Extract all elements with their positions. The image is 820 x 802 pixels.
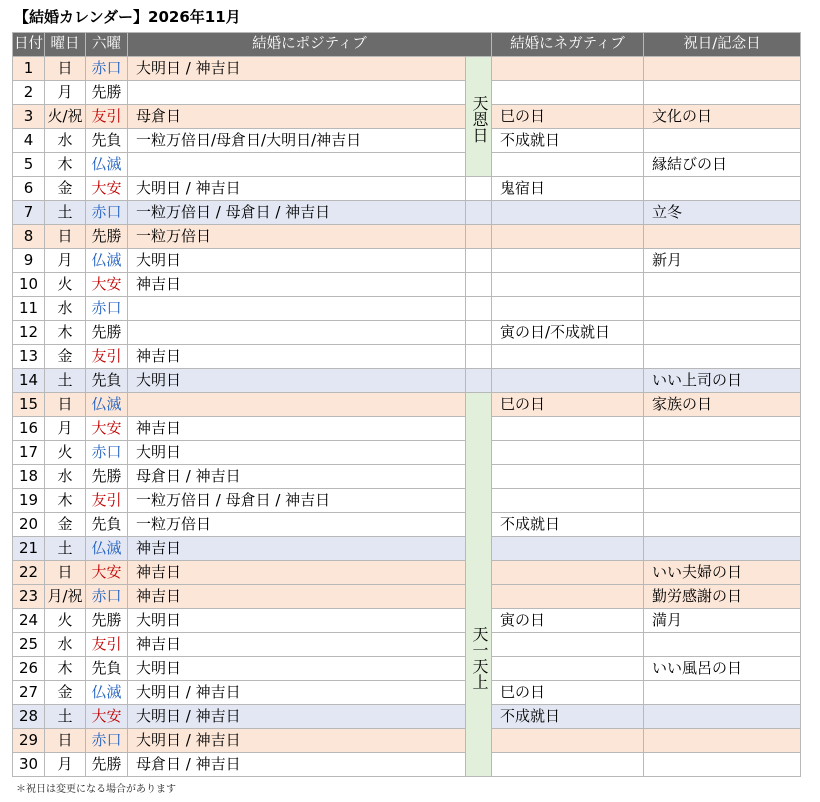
negative-cell: [492, 201, 644, 225]
holiday-cell: [644, 273, 801, 297]
table-row: [13, 681, 801, 705]
rokuyo-cell: 赤口: [86, 57, 128, 81]
date-cell: 22: [13, 561, 45, 585]
positive-cell: 大明日 / 神吉日: [128, 681, 466, 705]
holiday-cell: [644, 129, 801, 153]
rokuyo-cell: 先勝: [86, 321, 128, 345]
positive-cell: 大明日: [128, 369, 466, 393]
rokuyo-cell: 仏滅: [86, 249, 128, 273]
span-empty-cell: [466, 369, 492, 393]
table-row: [13, 657, 801, 681]
positive-cell: 神吉日: [128, 417, 466, 441]
span-empty-cell: [466, 177, 492, 201]
weekday-cell: 木: [45, 321, 86, 345]
span-empty-cell: [466, 201, 492, 225]
table-row: [13, 753, 801, 777]
rokuyo-cell: 仏滅: [86, 393, 128, 417]
holiday-cell: [644, 633, 801, 657]
negative-cell: 巳の日: [492, 393, 644, 417]
negative-cell: [492, 465, 644, 489]
header-row: [13, 33, 801, 57]
positive-cell: 神吉日: [128, 633, 466, 657]
holiday-cell: [644, 417, 801, 441]
holiday-cell: [644, 753, 801, 777]
rokuyo-cell: 先負: [86, 657, 128, 681]
date-cell: 24: [13, 609, 45, 633]
span-empty-cell: [466, 321, 492, 345]
date-cell: 5: [13, 153, 45, 177]
rokuyo-cell: 大安: [86, 705, 128, 729]
span-empty-cell: [466, 297, 492, 321]
holiday-cell: [644, 537, 801, 561]
weekday-cell: 火: [45, 441, 86, 465]
weekday-cell: 金: [45, 681, 86, 705]
date-cell: 12: [13, 321, 45, 345]
negative-cell: 巳の日: [492, 105, 644, 129]
rokuyo-cell: 先勝: [86, 753, 128, 777]
negative-cell: [492, 441, 644, 465]
negative-cell: [492, 729, 644, 753]
table-row: [13, 633, 801, 657]
negative-cell: [492, 753, 644, 777]
holiday-cell: [644, 345, 801, 369]
table-row: [13, 321, 801, 345]
date-cell: 18: [13, 465, 45, 489]
header-positive: 結婚にポジティブ: [128, 33, 492, 57]
span-empty-cell: [466, 225, 492, 249]
holiday-cell: [644, 225, 801, 249]
table-row: [13, 705, 801, 729]
weekday-cell: 水: [45, 129, 86, 153]
holiday-cell: [644, 489, 801, 513]
positive-cell: [128, 81, 466, 105]
negative-cell: [492, 537, 644, 561]
weekday-cell: 水: [45, 297, 86, 321]
table-row: [13, 561, 801, 585]
rokuyo-cell: 大安: [86, 417, 128, 441]
date-cell: 17: [13, 441, 45, 465]
rokuyo-cell: 友引: [86, 105, 128, 129]
positive-cell: 神吉日: [128, 345, 466, 369]
date-cell: 29: [13, 729, 45, 753]
weekday-cell: 土: [45, 201, 86, 225]
date-cell: 20: [13, 513, 45, 537]
negative-cell: [492, 417, 644, 441]
negative-cell: 巳の日: [492, 681, 644, 705]
negative-cell: [492, 153, 644, 177]
positive-cell: 大明日 / 神吉日: [128, 57, 466, 81]
date-cell: 30: [13, 753, 45, 777]
rokuyo-cell: 赤口: [86, 441, 128, 465]
table-row: [13, 585, 801, 609]
date-cell: 21: [13, 537, 45, 561]
positive-cell: 一粒万倍日: [128, 225, 466, 249]
positive-cell: 一粒万倍日: [128, 513, 466, 537]
rokuyo-cell: 先勝: [86, 609, 128, 633]
header-holiday: 祝日/記念日: [644, 33, 801, 57]
rokuyo-cell: 仏滅: [86, 537, 128, 561]
date-cell: 16: [13, 417, 45, 441]
date-cell: 23: [13, 585, 45, 609]
table-row: [13, 417, 801, 441]
positive-cell: 大明日: [128, 249, 466, 273]
date-cell: 9: [13, 249, 45, 273]
table-row: [13, 729, 801, 753]
positive-cell: 大明日 / 神吉日: [128, 729, 466, 753]
weekday-cell: 火: [45, 273, 86, 297]
negative-cell: 鬼宿日: [492, 177, 644, 201]
date-cell: 27: [13, 681, 45, 705]
weekday-cell: 月: [45, 417, 86, 441]
header-date: 日付: [13, 33, 45, 57]
weekday-cell: 日: [45, 561, 86, 585]
positive-cell: 大明日: [128, 441, 466, 465]
positive-cell: 大明日: [128, 657, 466, 681]
holiday-cell: 新月: [644, 249, 801, 273]
weekday-cell: 日: [45, 729, 86, 753]
negative-cell: [492, 369, 644, 393]
positive-cell: 母倉日: [128, 105, 466, 129]
rokuyo-cell: 先負: [86, 129, 128, 153]
date-cell: 13: [13, 345, 45, 369]
holiday-cell: [644, 729, 801, 753]
holiday-cell: 文化の日: [644, 105, 801, 129]
span-empty-cell: [466, 249, 492, 273]
weekday-cell: 月: [45, 753, 86, 777]
holiday-cell: いい風呂の日: [644, 657, 801, 681]
holiday-cell: [644, 321, 801, 345]
table-row: [13, 81, 801, 105]
weekday-cell: 木: [45, 153, 86, 177]
table-row: [13, 609, 801, 633]
rokuyo-cell: 赤口: [86, 729, 128, 753]
positive-cell: 大明日: [128, 609, 466, 633]
positive-cell: [128, 321, 466, 345]
date-cell: 26: [13, 657, 45, 681]
holiday-cell: 満月: [644, 609, 801, 633]
weekday-cell: 月: [45, 249, 86, 273]
negative-cell: [492, 273, 644, 297]
table-row: [13, 177, 801, 201]
negative-cell: [492, 345, 644, 369]
holiday-cell: [644, 297, 801, 321]
table-row: [13, 273, 801, 297]
holiday-cell: 縁結びの日: [644, 153, 801, 177]
positive-cell: [128, 393, 466, 417]
rokuyo-cell: 先勝: [86, 225, 128, 249]
table-row: [13, 465, 801, 489]
negative-cell: 不成就日: [492, 513, 644, 537]
date-cell: 14: [13, 369, 45, 393]
negative-cell: [492, 585, 644, 609]
date-cell: 10: [13, 273, 45, 297]
table-row: [13, 129, 801, 153]
holiday-cell: いい夫婦の日: [644, 561, 801, 585]
date-cell: 1: [13, 57, 45, 81]
table-row: [13, 201, 801, 225]
rokuyo-cell: 大安: [86, 561, 128, 585]
positive-cell: 母倉日 / 神吉日: [128, 465, 466, 489]
weekday-cell: 火/祝: [45, 105, 86, 129]
weekday-cell: 金: [45, 345, 86, 369]
rokuyo-cell: 先勝: [86, 465, 128, 489]
table-row: [13, 489, 801, 513]
weekday-cell: 木: [45, 657, 86, 681]
table-row: [13, 441, 801, 465]
table-row: [13, 297, 801, 321]
date-cell: 6: [13, 177, 45, 201]
rokuyo-cell: 大安: [86, 177, 128, 201]
table-row: [13, 105, 801, 129]
weekday-cell: 日: [45, 393, 86, 417]
rokuyo-cell: 赤口: [86, 297, 128, 321]
negative-cell: 不成就日: [492, 129, 644, 153]
weekday-cell: 月/祝: [45, 585, 86, 609]
weekday-cell: 火: [45, 609, 86, 633]
positive-cell: 神吉日: [128, 561, 466, 585]
holiday-cell: [644, 705, 801, 729]
weekday-cell: 日: [45, 57, 86, 81]
positive-cell: 母倉日 / 神吉日: [128, 753, 466, 777]
weekday-cell: 水: [45, 633, 86, 657]
weekday-cell: 月: [45, 81, 86, 105]
holiday-cell: いい上司の日: [644, 369, 801, 393]
negative-cell: 寅の日/不成就日: [492, 321, 644, 345]
table-row: [13, 345, 801, 369]
footnote: ＊祝日は変更になる場合があります: [16, 784, 176, 795]
weekday-cell: 金: [45, 177, 86, 201]
wedding-calendar-table: [12, 32, 801, 777]
rokuyo-cell: 仏滅: [86, 681, 128, 705]
table-row: [13, 57, 801, 81]
date-cell: 4: [13, 129, 45, 153]
header-negative: 結婚にネガティブ: [492, 33, 644, 57]
positive-cell: 神吉日: [128, 585, 466, 609]
page-title: 【結婚カレンダー】2026年11月: [14, 8, 241, 26]
date-cell: 15: [13, 393, 45, 417]
negative-cell: 寅の日: [492, 609, 644, 633]
negative-cell: [492, 633, 644, 657]
calendar-body: [13, 57, 801, 777]
table-row: [13, 513, 801, 537]
date-cell: 2: [13, 81, 45, 105]
rokuyo-cell: 友引: [86, 633, 128, 657]
rokuyo-cell: 先勝: [86, 81, 128, 105]
header-weekday: 曜日: [45, 33, 86, 57]
rokuyo-cell: 友引: [86, 345, 128, 369]
holiday-cell: [644, 177, 801, 201]
negative-cell: [492, 657, 644, 681]
positive-cell: 大明日 / 神吉日: [128, 177, 466, 201]
weekday-cell: 土: [45, 537, 86, 561]
positive-cell: 一粒万倍日/母倉日/大明日/神吉日: [128, 129, 466, 153]
holiday-cell: [644, 465, 801, 489]
weekday-cell: 金: [45, 513, 86, 537]
rokuyo-cell: 先負: [86, 369, 128, 393]
rokuyo-cell: 赤口: [86, 201, 128, 225]
table-row: [13, 249, 801, 273]
date-cell: 25: [13, 633, 45, 657]
date-cell: 11: [13, 297, 45, 321]
negative-cell: [492, 81, 644, 105]
negative-cell: [492, 297, 644, 321]
rokuyo-cell: 仏滅: [86, 153, 128, 177]
date-cell: 7: [13, 201, 45, 225]
header-rokuyo: 六曜: [86, 33, 128, 57]
weekday-cell: 日: [45, 225, 86, 249]
positive-cell: 一粒万倍日 / 母倉日 / 神吉日: [128, 201, 466, 225]
negative-cell: [492, 57, 644, 81]
weekday-cell: 木: [45, 489, 86, 513]
holiday-cell: [644, 81, 801, 105]
span-empty-cell: [466, 273, 492, 297]
table-row: [13, 537, 801, 561]
table-row: [13, 369, 801, 393]
tenichi-span: 天一天上: [466, 393, 492, 777]
holiday-cell: 家族の日: [644, 393, 801, 417]
negative-cell: 不成就日: [492, 705, 644, 729]
weekday-cell: 土: [45, 369, 86, 393]
date-cell: 3: [13, 105, 45, 129]
positive-cell: 一粒万倍日 / 母倉日 / 神吉日: [128, 489, 466, 513]
negative-cell: [492, 249, 644, 273]
table-row: [13, 393, 801, 417]
table-row: [13, 225, 801, 249]
holiday-cell: [644, 441, 801, 465]
negative-cell: [492, 489, 644, 513]
weekday-cell: 土: [45, 705, 86, 729]
positive-cell: 大明日 / 神吉日: [128, 705, 466, 729]
holiday-cell: 立冬: [644, 201, 801, 225]
span-empty-cell: [466, 345, 492, 369]
holiday-cell: [644, 57, 801, 81]
date-cell: 8: [13, 225, 45, 249]
table-row: [13, 153, 801, 177]
positive-cell: 神吉日: [128, 537, 466, 561]
date-cell: 28: [13, 705, 45, 729]
positive-cell: 神吉日: [128, 273, 466, 297]
tenon-span: 天恩日: [466, 57, 492, 177]
positive-cell: [128, 153, 466, 177]
holiday-cell: 勤労感謝の日: [644, 585, 801, 609]
negative-cell: [492, 225, 644, 249]
rokuyo-cell: 赤口: [86, 585, 128, 609]
rokuyo-cell: 先負: [86, 513, 128, 537]
rokuyo-cell: 大安: [86, 273, 128, 297]
negative-cell: [492, 561, 644, 585]
date-cell: 19: [13, 489, 45, 513]
holiday-cell: [644, 681, 801, 705]
weekday-cell: 水: [45, 465, 86, 489]
positive-cell: [128, 297, 466, 321]
rokuyo-cell: 友引: [86, 489, 128, 513]
holiday-cell: [644, 513, 801, 537]
